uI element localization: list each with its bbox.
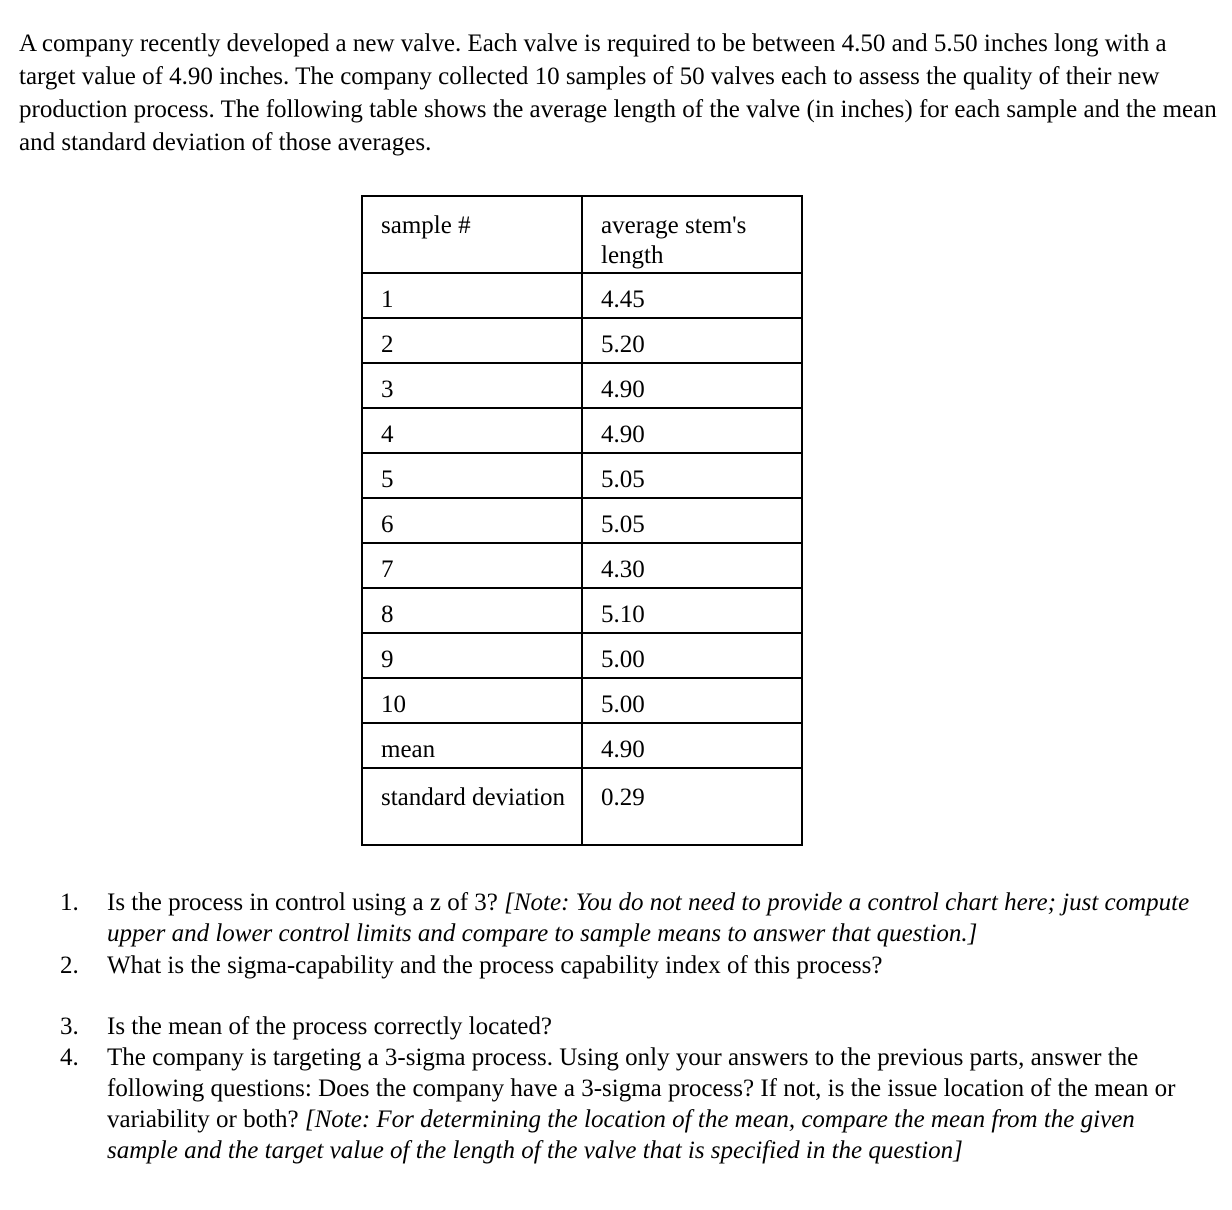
sample-cell: 10 bbox=[362, 678, 582, 723]
header-sample-number: sample # bbox=[362, 196, 582, 273]
table-row bbox=[362, 408, 802, 453]
sample-table bbox=[361, 195, 803, 846]
average-cell: 5.05 bbox=[582, 453, 802, 498]
mean-label: mean bbox=[362, 723, 582, 768]
table-row bbox=[362, 318, 802, 363]
question-body bbox=[107, 1042, 1207, 1166]
table-header-row bbox=[362, 196, 802, 273]
table-row bbox=[362, 453, 802, 498]
question-text: Is the process in control using a z of 3? bbox=[107, 889, 505, 916]
sample-cell: 8 bbox=[362, 588, 582, 633]
question-number: 2. bbox=[60, 952, 79, 979]
question-body bbox=[107, 950, 1207, 981]
intro-paragraph: A company recently developed a new valve. Each valve is required to be between 4.50 and 5.50 inches long with a target value of 4.90 inches. The company collected 10 samples of 50 valves each to assess the quality of their new production process. The following table shows the average length of the valve (in inches) for each sample and the mean and standard deviation of those averages. bbox=[19, 30, 1217, 156]
table-row bbox=[362, 498, 802, 543]
average-cell: 4.30 bbox=[582, 543, 802, 588]
table-row bbox=[362, 363, 802, 408]
question-note: [Note: You do not need to provide a control chart here; just compute upper and lower control limits and compare to sample means to answer that question.] bbox=[107, 889, 1190, 947]
question-text: What is the sigma-capability and the process capability index of this process? bbox=[107, 952, 883, 979]
table-row bbox=[362, 543, 802, 588]
header-average-length: average stem's length bbox=[582, 196, 802, 273]
sample-cell: 2 bbox=[362, 318, 582, 363]
question-number: 1. bbox=[60, 889, 79, 916]
table-row bbox=[362, 273, 802, 318]
question-number: 3. bbox=[60, 1013, 79, 1040]
sample-cell: 7 bbox=[362, 543, 582, 588]
average-cell: 4.90 bbox=[582, 408, 802, 453]
question-text: The company is targeting a 3-sigma process. Using only your answers to the previous parts, answer the following questions: Does the company have a 3-sigma process? If not, is the issue location of the mean or variability or both? bbox=[107, 1044, 1176, 1133]
question-body bbox=[107, 1011, 1207, 1042]
sample-cell: 5 bbox=[362, 453, 582, 498]
table-row bbox=[362, 633, 802, 678]
table-row bbox=[362, 588, 802, 633]
average-cell: 4.45 bbox=[582, 273, 802, 318]
question-note: [Note: For determining the location of the mean, compare the mean from the given sample and the target value of the length of the valve that is specified in the question] bbox=[107, 1106, 1135, 1164]
question-body bbox=[107, 887, 1207, 949]
question-number: 4. bbox=[60, 1044, 79, 1071]
average-cell: 4.90 bbox=[582, 363, 802, 408]
sample-cell: 1 bbox=[362, 273, 582, 318]
average-cell: 5.00 bbox=[582, 633, 802, 678]
sample-cell: 4 bbox=[362, 408, 582, 453]
std-dev-value: 0.29 bbox=[582, 768, 802, 845]
average-cell: 5.20 bbox=[582, 318, 802, 363]
average-cell: 5.05 bbox=[582, 498, 802, 543]
sample-cell: 6 bbox=[362, 498, 582, 543]
question-text: Is the mean of the process correctly located? bbox=[107, 1013, 552, 1040]
average-cell: 5.00 bbox=[582, 678, 802, 723]
sample-cell: 9 bbox=[362, 633, 582, 678]
table-row bbox=[362, 678, 802, 723]
mean-row bbox=[362, 723, 802, 768]
sample-cell: 3 bbox=[362, 363, 582, 408]
mean-value: 4.90 bbox=[582, 723, 802, 768]
average-cell: 5.10 bbox=[582, 588, 802, 633]
std-dev-row bbox=[362, 768, 802, 845]
std-dev-label: standard deviation bbox=[362, 768, 582, 845]
